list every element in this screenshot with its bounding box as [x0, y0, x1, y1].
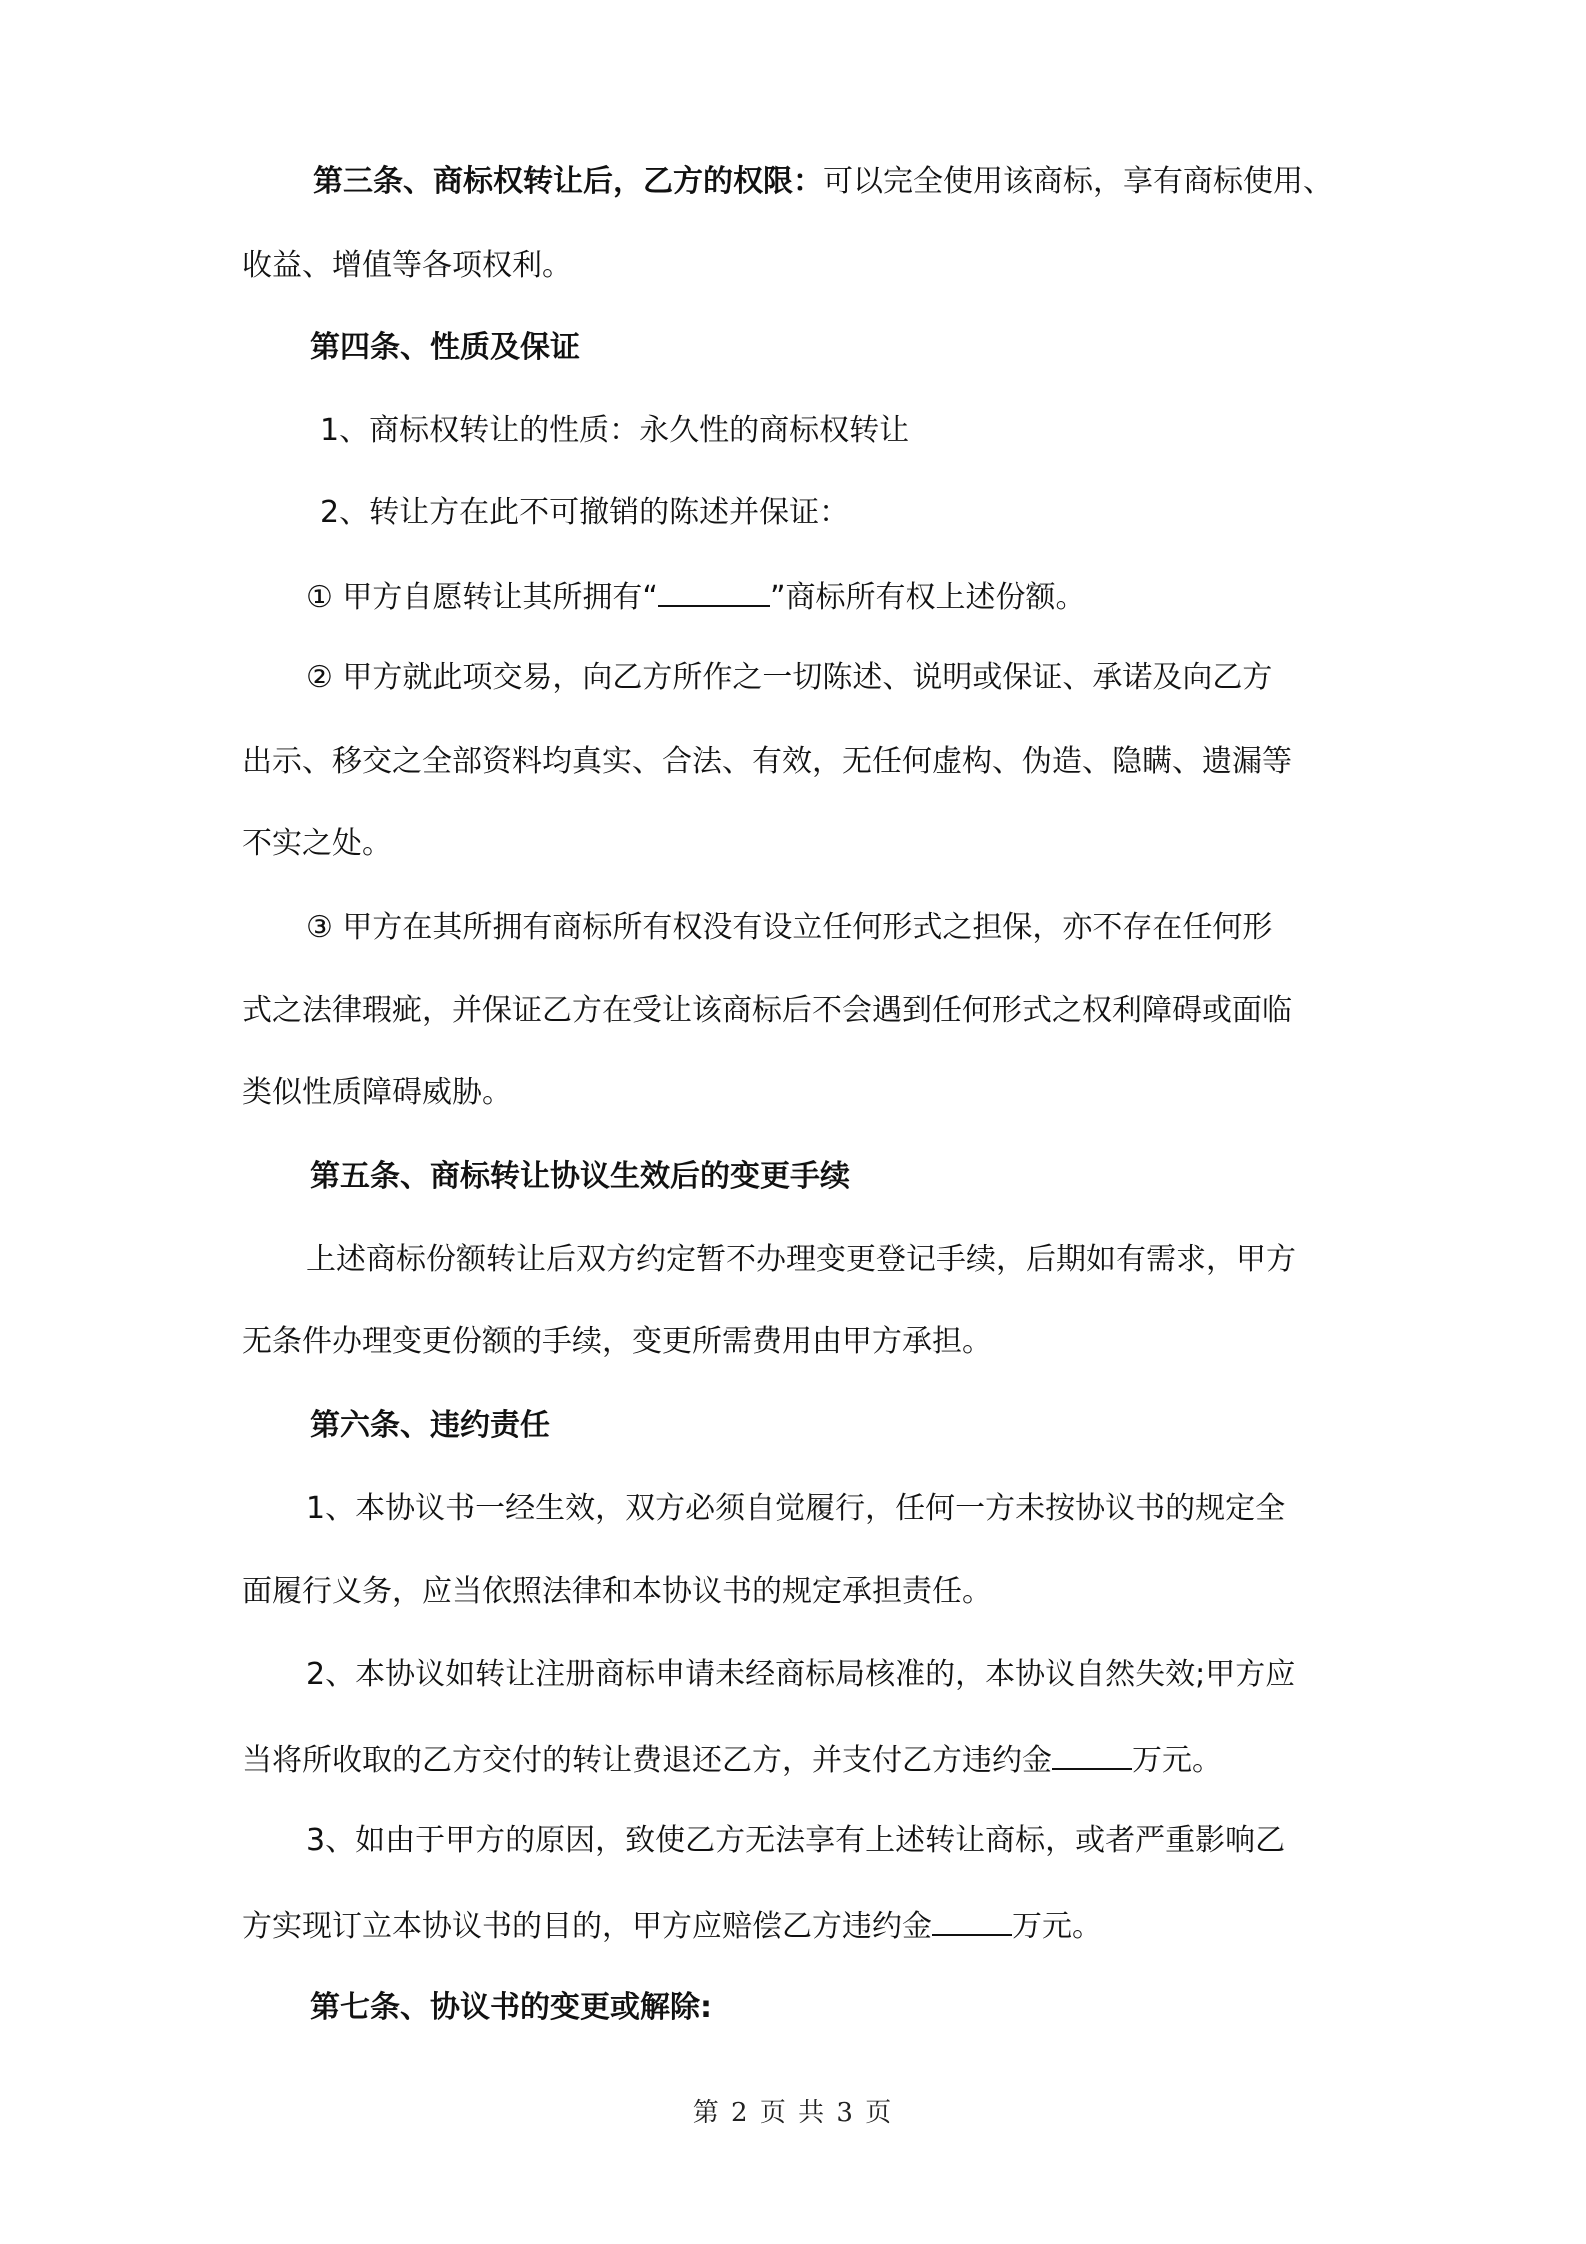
article-6-item-2-line-2: [242, 1738, 1362, 1781]
article-3-text: 可以完全使用该商标，享有商标使用、: [823, 164, 1333, 199]
article-6-item-2-text-b: 万元。: [1132, 1743, 1222, 1778]
article-7-heading: 第七条、协议书的变更或解除:: [310, 1990, 712, 2025]
article-5-heading: 第五条、商标转让协议生效后的变更手续: [310, 1159, 850, 1194]
article-6-item-3-line-1: 3、如由于甲方的原因，致使乙方无法享有上述转让商标，或者严重影响乙: [306, 1823, 1286, 1858]
guarantee-3-line-1: ③ 甲方在其所拥有商标所有权没有设立任何形式之担保，亦不存在任何形: [306, 910, 1273, 945]
guarantee-3-line-2: 式之法律瑕疵，并保证乙方在受让该商标后不会遇到任何形式之权利障碍或面临: [242, 993, 1292, 1028]
article-4-heading: 第四条、性质及保证: [310, 330, 580, 365]
article-6-heading: 第六条、违约责任: [310, 1408, 550, 1443]
guarantee-3-line-3: 类似性质障碍威胁。: [242, 1075, 512, 1110]
penalty-amount-blank-2[interactable]: [932, 1904, 1012, 1936]
article-3-heading: 第三条、商标权转让后，乙方的权限：: [313, 164, 823, 199]
guarantee-1-text-b: ”商标所有权上述份额。: [769, 580, 1086, 615]
guarantee-1: [306, 575, 1426, 618]
article-6-item-2-text-a: 当将所收取的乙方交付的转让费退还乙方，并支付乙方违约金: [242, 1743, 1052, 1778]
guarantee-2-line-3: 不实之处。: [242, 826, 392, 861]
guarantee-2-line-2: 出示、移交之全部资料均真实、合法、有效，无任何虚构、伪造、隐瞒、遗漏等: [242, 744, 1292, 779]
article-6-item-3-text-b: 万元。: [1012, 1909, 1102, 1944]
article-6-item-3-text-a: 方实现订立本协议书的目的，甲方应赔偿乙方违约金: [242, 1909, 932, 1944]
article-6-item-3-line-2: [242, 1904, 1362, 1947]
article-3-line-1: [313, 162, 1433, 202]
article-6-item-1-line-2: 面履行义务，应当依照法律和本协议书的规定承担责任。: [242, 1574, 992, 1609]
guarantee-1-text-a: ① 甲方自愿转让其所拥有“: [306, 580, 658, 615]
article-5-line-2: 无条件办理变更份额的手续，变更所需费用由甲方承担。: [242, 1324, 992, 1359]
article-6-item-2-line-1: 2、本协议如转让注册商标申请未经商标局核准的，本协议自然失效;甲方应: [306, 1657, 1296, 1692]
article-6-item-1-line-1: 1、本协议书一经生效，双方必须自觉履行，任何一方未按协议书的规定全: [306, 1491, 1286, 1526]
article-4-item-2: 2、转让方在此不可撤销的陈述并保证：: [320, 495, 850, 530]
page-number: 第 2 页 共 3 页: [692, 2098, 894, 2128]
article-3-line-2: 收益、增值等各项权利。: [242, 248, 572, 283]
penalty-amount-blank-1[interactable]: [1052, 1738, 1132, 1770]
article-5-line-1: 上述商标份额转让后双方约定暂不办理变更登记手续，后期如有需求，甲方: [306, 1242, 1296, 1277]
article-4-item-1: 1、商标权转让的性质：永久性的商标权转让: [320, 413, 910, 448]
guarantee-2-line-1: ② 甲方就此项交易，向乙方所作之一切陈述、说明或保证、承诺及向乙方: [306, 660, 1273, 695]
trademark-name-blank[interactable]: [658, 575, 770, 607]
